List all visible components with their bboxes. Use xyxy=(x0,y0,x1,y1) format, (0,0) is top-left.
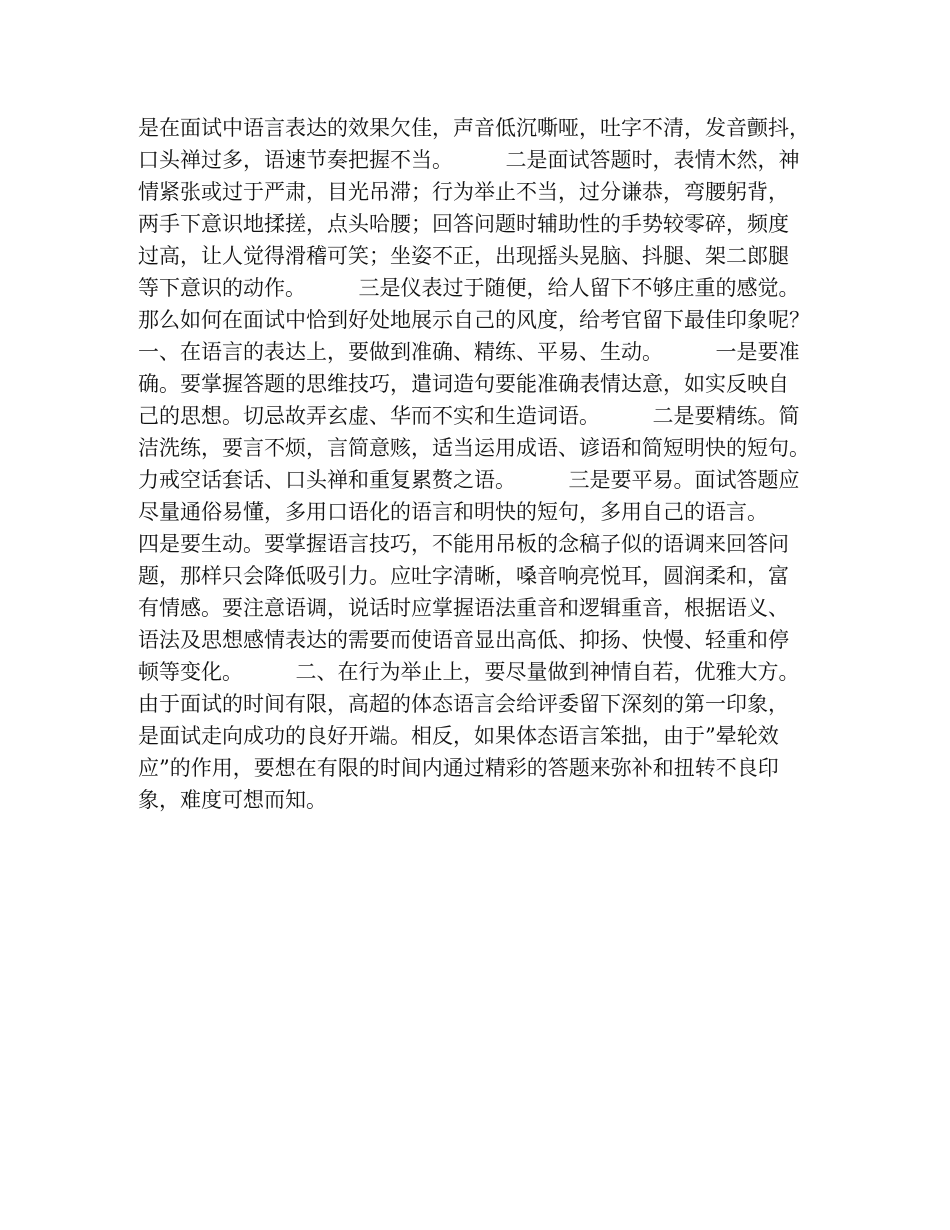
text-line: 是面试走向成功的良好开端。相反，如果体态语言笨拙，由于”晕轮效 xyxy=(138,724,779,748)
text-line: 情紧张或过于严肃，目光吊滞；行为举止不当，过分谦恭，弯腰躬背， xyxy=(138,180,789,204)
text-line: 应”的作用，要想在有限的时间内通过精彩的答题来弥补和扭转不良印 xyxy=(138,756,779,780)
body-text xyxy=(138,112,828,816)
text-line: 洁洗练，要言不烦，言简意赅，适当运用成语、谚语和简短明快的短句。 xyxy=(138,436,810,460)
text-line: 有情感。要注意语调，说话时应掌握语法重音和逻辑重音，根据语义、 xyxy=(138,596,789,620)
text-line: 己的思想。切忌故弄玄虚、华而不实和生造词语。 二是要精练。简 xyxy=(138,404,800,428)
text-line: 语法及思想感情表达的需要而使语音显出高低、抑扬、快慢、轻重和停 xyxy=(138,628,789,652)
text-line: 那么如何在面试中恰到好处地展示自己的风度，给考官留下最佳印象呢？ xyxy=(138,308,810,332)
text-line: 口头禅过多，语速节奏把握不当。 二是面试答题时，表情木然，神 xyxy=(138,148,800,172)
text-line: 由于面试的时间有限，高超的体态语言会给评委留下深刻的第一印象， xyxy=(138,692,789,716)
text-line: 顿等变化。 二、在行为举止上，要尽量做到神情自若，优雅大方。 xyxy=(138,660,800,684)
text-line: 题，那样只会降低吸引力。应吐字清晰，嗓音响亮悦耳，圆润柔和，富 xyxy=(138,564,789,588)
text-line: 确。要掌握答题的思维技巧，遣词造句要能准确表情达意，如实反映自 xyxy=(138,372,789,396)
text-line: 尽量通俗易懂，多用口语化的语言和明快的短句，多用自己的语言。 xyxy=(138,500,768,524)
text-line: 是在面试中语言表达的效果欠佳，声音低沉嘶哑，吐字不清，发音颤抖， xyxy=(138,116,810,140)
text-line: 象，难度可想而知。 xyxy=(138,788,327,812)
text-line: 过高，让人觉得滑稽可笑；坐姿不正，出现摇头晃脑、抖腿、架二郎腿 xyxy=(138,244,789,268)
text-line: 两手下意识地揉搓，点头哈腰；回答问题时辅助性的手势较零碎，频度 xyxy=(138,212,789,236)
text-line: 等下意识的动作。 三是仪表过于随便，给人留下不够庄重的感觉。 xyxy=(138,276,800,300)
text-line: 一、在语言的表达上，要做到准确、精练、平易、生动。 一是要准 xyxy=(138,340,800,364)
text-line: 四是要生动。要掌握语言技巧，不能用吊板的念稿子似的语调来回答问 xyxy=(138,532,789,556)
text-line: 力戒空话套话、口头禅和重复累赘之语。 三是要平易。面试答题应 xyxy=(138,468,800,492)
